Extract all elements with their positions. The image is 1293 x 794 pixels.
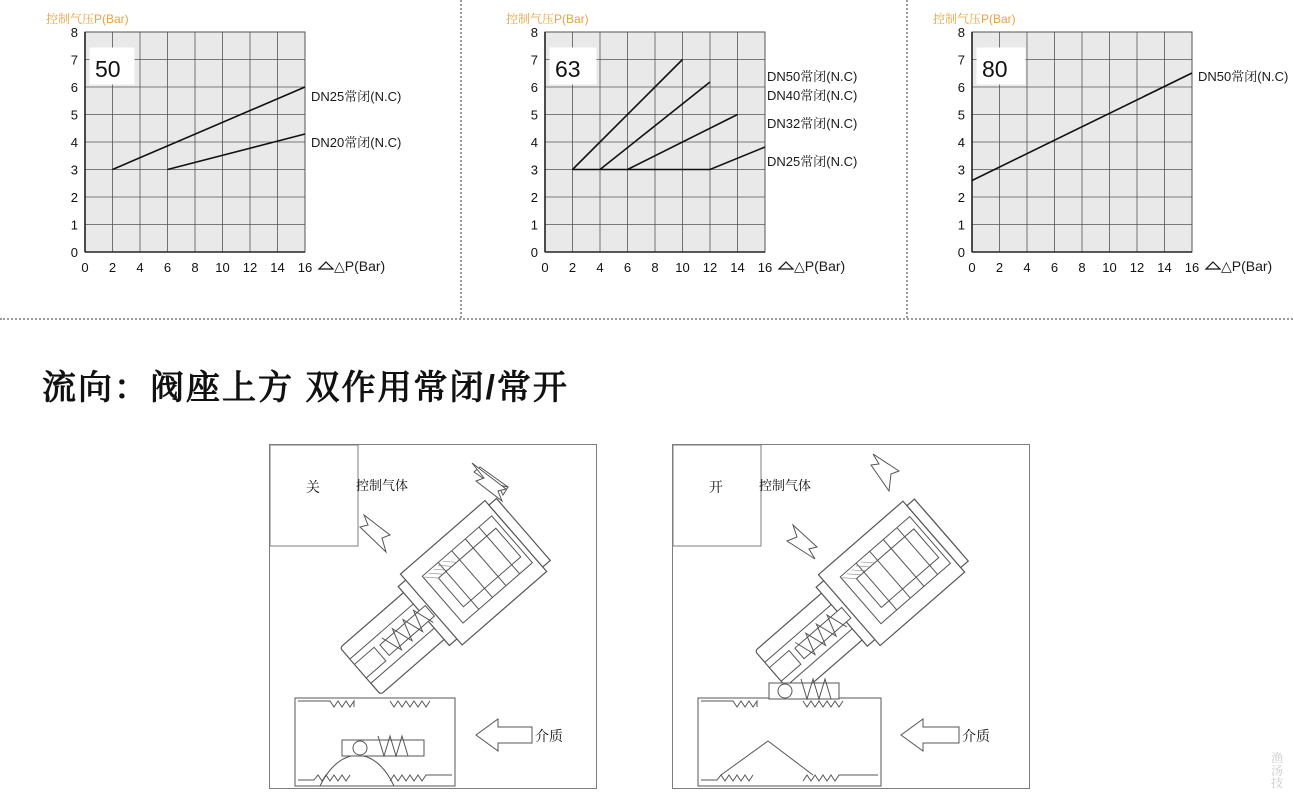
svg-text:4: 4 bbox=[70, 135, 78, 150]
svg-text:6: 6 bbox=[1050, 260, 1059, 275]
svg-text:2: 2 bbox=[70, 190, 78, 205]
svg-text:80: 80 bbox=[982, 56, 1008, 82]
svg-text:3: 3 bbox=[957, 162, 965, 178]
chart-title: 控制气压P(Bar) bbox=[506, 12, 589, 26]
valve-diagram-closed bbox=[269, 444, 597, 789]
svg-text:0: 0 bbox=[541, 260, 549, 275]
watermark: 渔汤技 bbox=[1270, 751, 1283, 791]
svg-text:10: 10 bbox=[215, 260, 230, 275]
svg-text:16: 16 bbox=[297, 260, 313, 275]
state-label-text: 关 bbox=[306, 479, 320, 495]
series-label-dn25: DN25常闭(N.C) bbox=[311, 89, 402, 104]
svg-text:4: 4 bbox=[136, 260, 144, 275]
chart-xlabel: △P(Bar) bbox=[794, 258, 846, 274]
svg-text:14: 14 bbox=[730, 260, 745, 275]
svg-text:4: 4 bbox=[596, 260, 604, 275]
svg-text:2: 2 bbox=[957, 190, 965, 205]
chart-plot-80 bbox=[887, 22, 1293, 292]
svg-text:4: 4 bbox=[530, 135, 538, 150]
svg-text:14: 14 bbox=[1157, 260, 1172, 275]
valve-diagram-open-svg bbox=[673, 445, 1029, 788]
chart-panel-80 bbox=[887, 0, 1293, 318]
svg-text:50: 50 bbox=[95, 56, 121, 82]
svg-text:5: 5 bbox=[530, 107, 538, 123]
chart-title: 控制气压P(Bar) bbox=[933, 12, 1016, 26]
svg-text:8: 8 bbox=[957, 25, 965, 40]
svg-text:10: 10 bbox=[1102, 260, 1117, 275]
svg-text:3: 3 bbox=[530, 162, 538, 178]
svg-text:1: 1 bbox=[530, 217, 538, 233]
chart-xlabel: △P(Bar) bbox=[334, 258, 386, 274]
svg-text:0: 0 bbox=[530, 245, 538, 260]
svg-text:1: 1 bbox=[70, 217, 78, 233]
svg-text:6: 6 bbox=[163, 260, 172, 275]
series-label-dn50: DN50常闭(N.C) bbox=[1198, 69, 1289, 84]
svg-text:2: 2 bbox=[568, 260, 577, 275]
charts-row bbox=[0, 0, 1293, 318]
svg-text:8: 8 bbox=[70, 25, 78, 40]
svg-text:16: 16 bbox=[757, 260, 773, 275]
section-divider bbox=[0, 318, 1293, 320]
svg-text:7: 7 bbox=[957, 52, 965, 68]
svg-text:12: 12 bbox=[242, 260, 258, 275]
svg-text:6: 6 bbox=[530, 80, 538, 95]
panel-divider bbox=[460, 0, 462, 318]
svg-text:2: 2 bbox=[530, 190, 538, 205]
medium-label-text: 介质 bbox=[962, 728, 990, 744]
medium-label-text: 介质 bbox=[535, 728, 563, 744]
svg-text:0: 0 bbox=[81, 260, 89, 275]
svg-text:12: 12 bbox=[1129, 260, 1145, 275]
svg-text:8: 8 bbox=[651, 260, 659, 275]
valve-diagram-open bbox=[672, 444, 1030, 789]
svg-text:1: 1 bbox=[957, 217, 965, 233]
chart-plot-50 bbox=[0, 22, 430, 292]
svg-text:14: 14 bbox=[270, 260, 285, 275]
svg-text:6: 6 bbox=[623, 260, 632, 275]
svg-text:4: 4 bbox=[1023, 260, 1031, 275]
series-label-dn50: DN50常闭(N.C) bbox=[767, 69, 858, 84]
svg-text:16: 16 bbox=[1184, 260, 1200, 275]
svg-text:3: 3 bbox=[70, 162, 78, 178]
chart-xlabel: △P(Bar) bbox=[1221, 258, 1273, 274]
chart-panel-50 bbox=[0, 0, 430, 318]
svg-text:2: 2 bbox=[995, 260, 1004, 275]
control-label-text: 控制气体 bbox=[759, 478, 812, 493]
control-label-text: 控制气体 bbox=[356, 478, 409, 493]
svg-text:2: 2 bbox=[108, 260, 117, 275]
series-label-dn40: DN40常闭(N.C) bbox=[767, 88, 858, 103]
svg-text:8: 8 bbox=[530, 25, 538, 40]
svg-text:6: 6 bbox=[70, 80, 78, 95]
state-label-text: 开 bbox=[709, 479, 723, 495]
svg-text:6: 6 bbox=[957, 80, 965, 95]
svg-text:63: 63 bbox=[555, 56, 581, 82]
svg-text:7: 7 bbox=[70, 52, 78, 68]
chart-panel-63 bbox=[460, 0, 890, 318]
svg-text:0: 0 bbox=[957, 245, 965, 260]
svg-text:8: 8 bbox=[1078, 260, 1086, 275]
svg-text:0: 0 bbox=[70, 245, 78, 260]
series-label-dn32: DN32常闭(N.C) bbox=[767, 116, 858, 131]
section-heading: 流向：阀座上方 双作用常闭/常开 bbox=[42, 369, 569, 407]
svg-text:4: 4 bbox=[957, 135, 965, 150]
svg-text:5: 5 bbox=[957, 107, 965, 123]
svg-text:12: 12 bbox=[702, 260, 718, 275]
series-label-dn20: DN20常闭(N.C) bbox=[311, 135, 402, 150]
valve-diagram-closed-svg bbox=[270, 445, 596, 788]
chart-title: 控制气压P(Bar) bbox=[46, 12, 129, 26]
svg-text:5: 5 bbox=[70, 107, 78, 123]
svg-text:0: 0 bbox=[968, 260, 976, 275]
svg-text:10: 10 bbox=[675, 260, 690, 275]
svg-text:7: 7 bbox=[530, 52, 538, 68]
series-label-dn25: DN25常闭(N.C) bbox=[767, 154, 858, 169]
svg-text:8: 8 bbox=[191, 260, 199, 275]
panel-divider bbox=[906, 0, 908, 318]
